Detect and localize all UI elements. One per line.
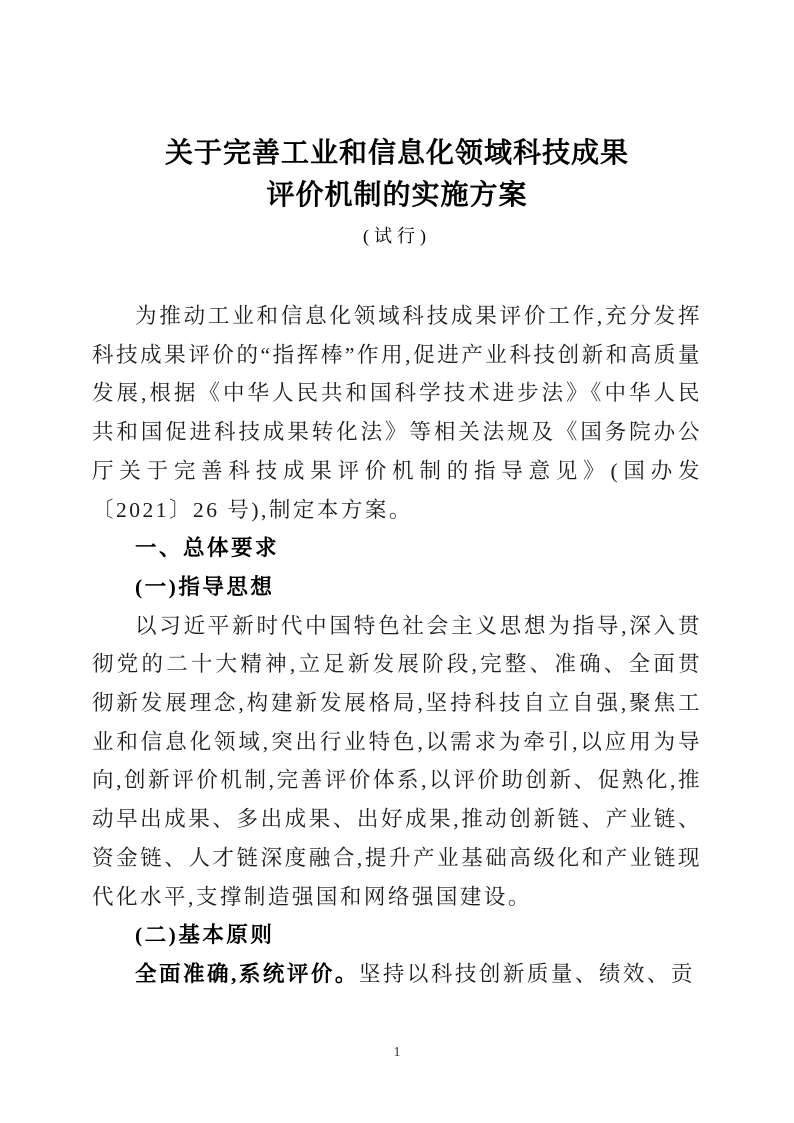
paragraph-lead-rest: 坚持以科技创新质量、绩效、贡 (358, 961, 695, 986)
document-body (92, 297, 702, 994)
section-heading-overall-requirements: 一、总体要求 (135, 536, 280, 561)
document-title (0, 0, 794, 217)
subsection-heading-guiding-ideology: (一)指导思想 (135, 574, 275, 599)
paragraph-intro: 为推动工业和信息化领域科技成果评价工作,充分发挥科技成果评价的“指挥棒”作用,促进产业科技创新和高质量发展,根据《中华人民共和国科学技术进步法》《中华人民共和国促进科技成果转化法》等相关法规及《国务院办公厅关于完善科技成果评价机制的指导意见》(国办发〔2021〕26 号),制定本方案。 (92, 304, 702, 522)
document-title-line2: 评价机制的实施方案 (266, 180, 528, 211)
page-number: 1 (393, 1045, 401, 1060)
paragraph-guiding-ideology: 以习近平新时代中国特色社会主义思想为指导,深入贯彻党的二十大精神,立足新发展阶段,完整、准确、全面贯彻新发展理念,构建新发展格局,坚持科技自立自强,聚焦工业和信息化领域,突出行业特色,以需求为牵引,以应用为导向,创新评价机制,完善评价体系,以评价助创新、促熟化,推动早出成果、多出成果、出好成果,推动创新链、产业链、资金链、人才链深度融合,提升产业基础高级化和产业链现代化水平,支撑制造强国和网络强国建设。 (92, 613, 702, 909)
paragraph-lead-bold: 全面准确,系统评价。 (135, 961, 359, 986)
document-subtitle: (试行) (363, 226, 431, 246)
subsection-heading-basic-principles: (二)基本原则 (135, 923, 275, 948)
document-title-line1: 关于完善工业和信息化领域科技成果 (164, 138, 629, 169)
paragraph-basic-principles (92, 955, 702, 994)
